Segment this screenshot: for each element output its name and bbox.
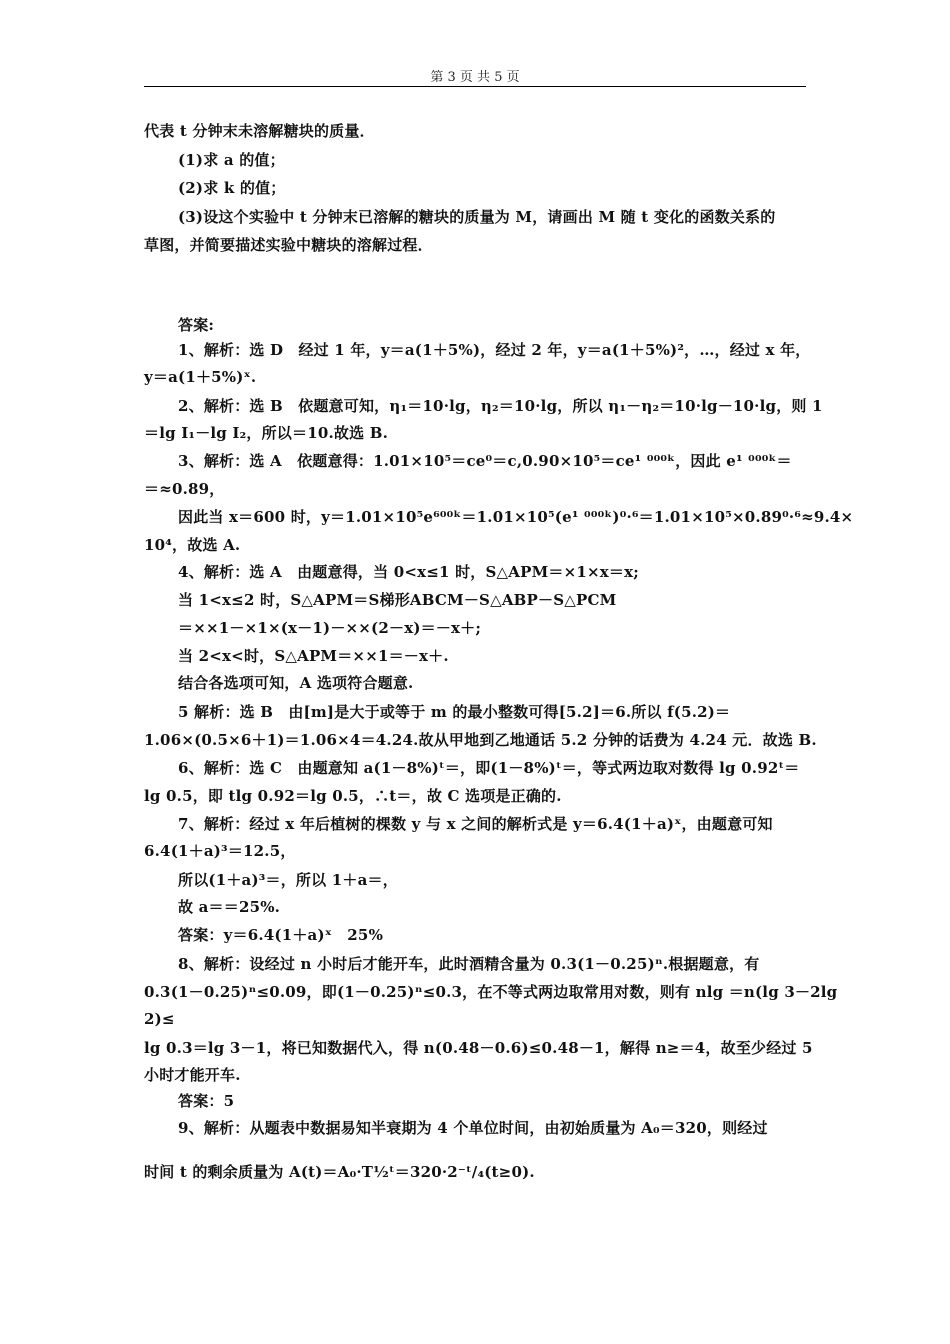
answer-line: 1.06×(0.5×6＋1)＝1.06×4＝4.24.故从甲地到乙地通话 5.2 分钟的话费为 4.24 元．故选 B. <box>144 731 817 749</box>
answer-line: ＝≈0.89， <box>144 480 225 498</box>
answer-line: ＝××1－×1×(x－1)－××(2－x)＝－x＋; <box>178 619 482 637</box>
answer-line: ＝lg I₁－lg I₂，所以＝10.故选 B. <box>144 424 389 442</box>
answer-line: 因此当 x＝600 时，y＝1.01×10⁵e⁶⁰⁰ᵏ＝1.01×10⁵(e¹ ⁰⁰⁰ᵏ)⁰·⁶＝1.01×10⁵×0.89⁰·⁶≈9.4× <box>178 508 854 526</box>
header-divider <box>144 86 806 87</box>
page-header: 第 3 页 共 5 页 <box>430 70 520 85</box>
answer-line: 答案：5 <box>178 1092 235 1110</box>
answer-line: 答案：y＝6.4(1＋a)ˣ 25% <box>178 926 384 944</box>
answer-line: 8、解析：设经过 n 小时后才能开车，此时酒精含量为 0.3(1－0.25)ⁿ.根据题意，有 <box>178 955 760 973</box>
answer-line: lg 0.5，即 tlg 0.92＝lg 0.5，∴t＝，故 C 选项是正确的. <box>144 787 562 805</box>
question-part-3: (3)设这个实验中 t 分钟末已溶解的糖块的质量为 M，请画出 M 随 t 变化的函数关系的 <box>178 208 776 226</box>
answer-line: 所以(1＋a)³＝，所以 1＋a＝， <box>178 871 398 889</box>
answer-line: 3、解析：选 A 依题意得：1.01×10⁵＝ce⁰＝c,0.90×10⁵＝ce¹ ⁰⁰⁰ᵏ，因此 e¹ ⁰⁰⁰ᵏ＝ <box>178 452 792 470</box>
answer-line: 1、解析：选 D 经过 1 年，y＝a(1＋5%)，经过 2 年，y＝a(1＋5%)²，…，经过 x 年， <box>178 341 811 359</box>
answer-line: lg 0.3＝lg 3－1，将已知数据代入，得 n(0.48－0.6)≤0.48－1，解得 n≥＝4，故至少经过 5 <box>144 1039 813 1057</box>
answer-line: 时间 t 的剩余质量为 A(t)＝A₀·T½ᵗ＝320·2⁻ᵗ/₄(t≥0). <box>144 1163 535 1181</box>
answers-heading: 答案: <box>178 316 215 334</box>
answer-line: 10⁴，故选 A. <box>144 536 241 554</box>
answer-line: 9、解析：从题表中数据易知半衰期为 4 个单位时间，由初始质量为 A₀＝320，则经过 <box>178 1119 768 1137</box>
answer-line: y＝a(1＋5%)ˣ. <box>144 368 257 386</box>
answer-line: 7、解析：经过 x 年后植树的棵数 y 与 x 之间的解析式是 y＝6.4(1＋a)ˣ，由题意可知 <box>178 815 773 833</box>
question-line: 草图，并简要描述实验中糖块的溶解过程． <box>144 236 433 254</box>
answer-line: 5 解析：选 B 由[m]是大于或等于 m 的最小整数可得[5.2]＝6.所以 f(5.2)＝ <box>178 703 731 721</box>
answer-line: 当 1<x≤2 时，S△APM＝S梯形ABCM－S△ABP－S△PCM <box>178 591 617 609</box>
question-line: 代表 t 分钟末未溶解糖块的质量． <box>144 122 375 140</box>
answer-line: 0.3(1－0.25)ⁿ≤0.09，即(1－0.25)ⁿ≤0.3，在不等式两边取常用对数，则有 nlg ＝n(lg 3－2lg <box>144 983 838 1001</box>
answer-line: 当 2<x<时，S△APM＝××1＝－x＋. <box>178 647 449 665</box>
answer-line: 6.4(1＋a)³＝12.5， <box>144 842 296 860</box>
answer-line: 4、解析：选 A 由题意得，当 0<x≤1 时，S△APM＝×1×x＝x; <box>178 563 639 581</box>
question-part-1: (1)求 a 的值； <box>178 151 285 169</box>
answer-line: 2)≤ <box>144 1010 175 1028</box>
answer-line: 结合各选项可知，A 选项符合题意. <box>178 674 414 692</box>
answer-line: 2、解析：选 B 依题意可知，η₁＝10·lg，η₂＝10·lg，所以 η₁－η₂＝10·lg－10·lg，则 1 <box>178 397 823 415</box>
answer-line: 小时才能开车. <box>144 1066 241 1084</box>
answer-line: 6、解析：选 C 由题意知 a(1－8%)ᵗ＝，即(1－8%)ᵗ＝，等式两边取对数得 lg 0.92ᵗ＝ <box>178 759 800 777</box>
answer-line: 故 a＝＝25%. <box>178 898 281 916</box>
question-part-2: (2)求 k 的值； <box>178 179 286 197</box>
